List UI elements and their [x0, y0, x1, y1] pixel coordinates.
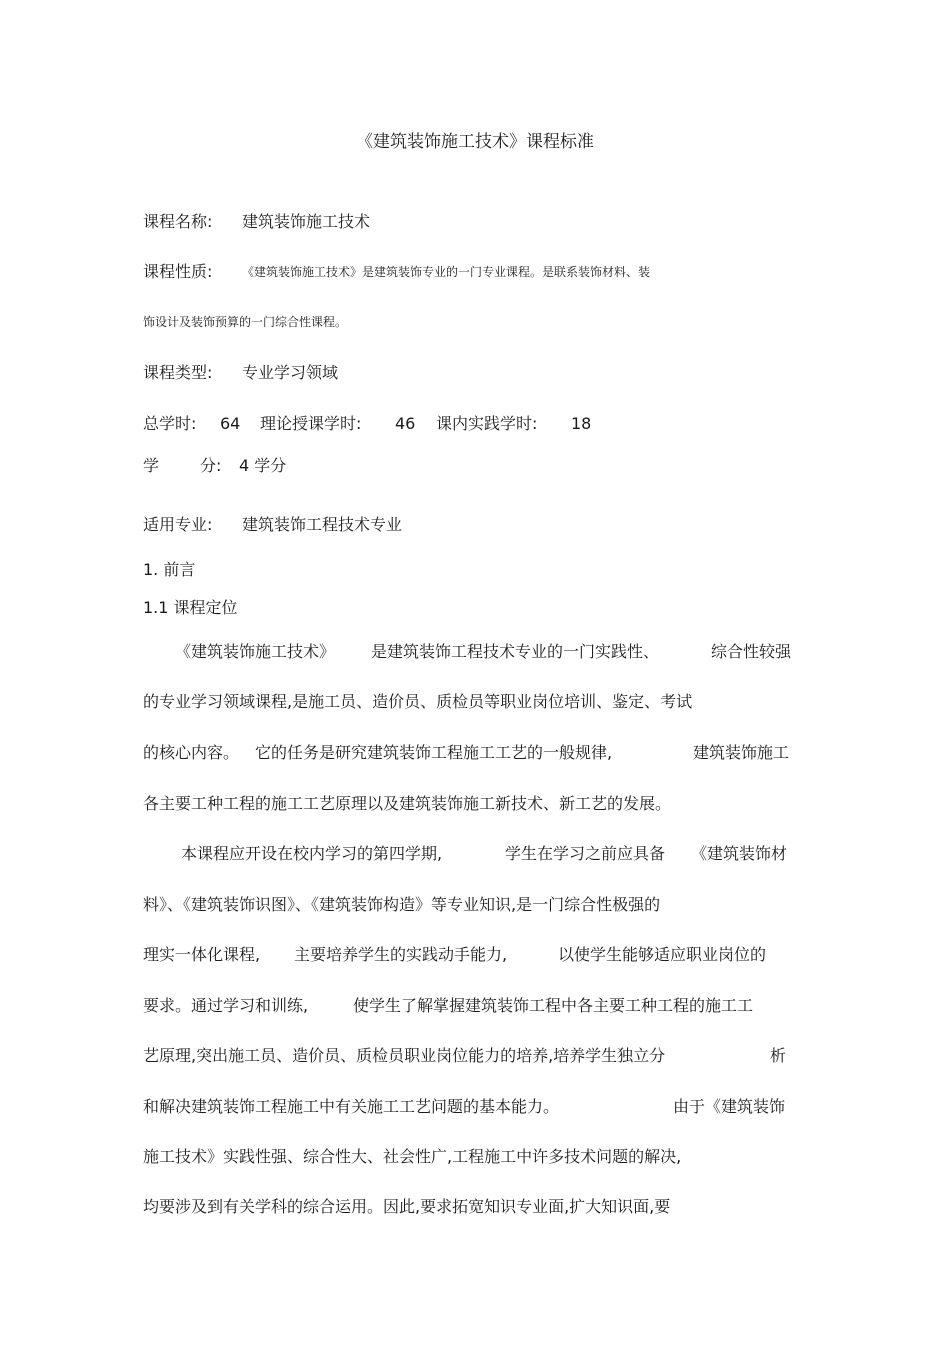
- para1-line3-seg2: 它的任务是研究建筑装饰工程施工工艺的一般规律,: [255, 743, 613, 762]
- para2-line5-seg2: 析: [770, 1046, 787, 1065]
- major-label: 适用专业:: [143, 515, 213, 534]
- para2-line1-seg3: 《建筑装饰材: [691, 844, 788, 863]
- para1-line3-seg3: 建筑装饰施工: [693, 743, 790, 762]
- theory-hours-value: 46: [395, 414, 416, 433]
- para2-line6-seg2: 由于《建筑装饰: [673, 1097, 786, 1116]
- course-name-value: 建筑装饰施工技术: [242, 212, 371, 231]
- total-hours-value: 64: [220, 414, 241, 433]
- theory-hours-label: 理论授课学时:: [260, 414, 362, 433]
- para1-line3-seg1: 的核心内容。: [143, 743, 240, 762]
- para2-line8: 均要涉及到有关学科的综合运用。因此,要求拓宽知识专业面,扩大知识面,要: [143, 1197, 671, 1216]
- course-type-label: 课程类型:: [143, 363, 213, 382]
- para1-line1-seg1: 《建筑装饰施工技术》: [175, 642, 336, 661]
- para2-line1-seg2: 学生在学习之前应具备: [505, 844, 666, 863]
- para1-line4: 各主要工种工程的施工工艺原理以及建筑装饰施工新技术、新工艺的发展。: [143, 794, 672, 813]
- para2-line7: 施工技术》实践性强、综合性大、社会性广,工程施工中许多技术问题的解决,: [143, 1147, 682, 1166]
- para2-line3-seg3: 以使学生能够适应职业岗位的: [558, 945, 767, 964]
- practice-hours-value: 18: [571, 414, 592, 433]
- para1-line1-seg2: 是建筑装饰工程技术专业的一门实践性、: [371, 642, 660, 661]
- practice-hours-label: 课内实践学时:: [436, 414, 538, 433]
- course-type-value: 专业学习领域: [242, 363, 339, 382]
- para1-line1-seg3: 综合性较强: [711, 642, 792, 661]
- para1-line2: 的专业学习领域课程,是施工员、造价员、质检员等职业岗位培训、鉴定、考试: [143, 692, 693, 711]
- section-heading-1: 1. 前言: [143, 560, 196, 579]
- course-nature-label: 课程性质:: [143, 262, 213, 281]
- major-value: 建筑装饰工程技术专业: [242, 515, 403, 534]
- credits-label-b: 分:: [200, 456, 222, 475]
- course-nature-line1: 《建筑装饰施工技术》是建筑装饰专业的一门专业课程。是联系装饰材料、装: [242, 265, 651, 279]
- credits-value: 4 学分: [239, 456, 287, 475]
- section-heading-1-1: 1.1 课程定位: [143, 598, 238, 617]
- para2-line3-seg1: 理实一体化课程,: [143, 945, 261, 964]
- total-hours-label: 总学时:: [143, 414, 197, 433]
- course-nature-line2: 饰设计及装饰预算的一门综合性课程。: [143, 315, 348, 329]
- document-title: 《建筑装饰施工技术》课程标准: [356, 132, 594, 152]
- para2-line2: 料》、《建筑装饰识图》、《建筑装饰构造》等专业知识,是一门综合性极强的: [143, 895, 661, 914]
- para2-line5-seg1: 艺原理,突出施工员、造价员、质检员职业岗位能力的培养,培养学生独立分: [143, 1046, 666, 1065]
- para2-line1-seg1: 本课程应开设在校内学习的第四学期,: [181, 844, 443, 863]
- para2-line3-seg2: 主要培养学生的实践动手能力,: [294, 945, 508, 964]
- course-name-label: 课程名称:: [143, 212, 213, 231]
- para2-line4-seg1: 要求。通过学习和训练,: [143, 996, 309, 1015]
- para2-line6-seg1: 和解决建筑装饰工程施工中有关施工工艺问题的基本能力。: [143, 1097, 560, 1116]
- credits-label-a: 学: [143, 456, 160, 475]
- para2-line4-seg2: 使学生了解掌握建筑装饰工程中各主要工种工程的施工工: [353, 996, 754, 1015]
